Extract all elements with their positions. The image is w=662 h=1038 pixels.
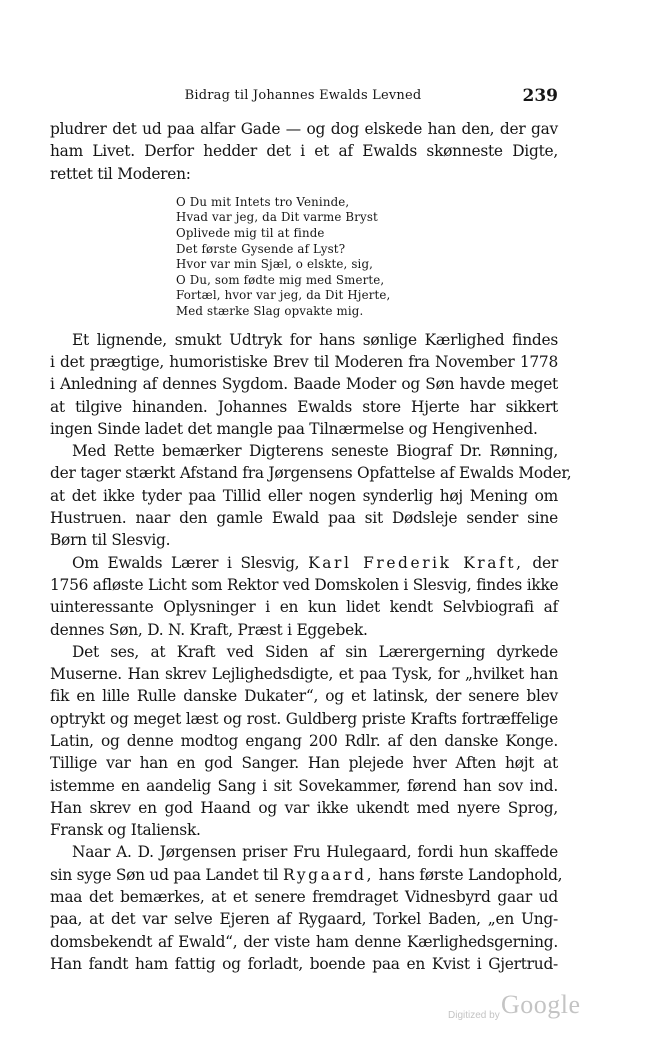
text-line: at tilgive hinanden. Johannes Ewalds store Hjerte har sikkert [50,397,558,416]
text-line: Børn til Slesvig. [50,531,171,550]
text-line: Et lignende, smukt Udtryk for hans sønlige Kærlighed findes [72,330,558,349]
text-line: fik en lille Rulle danske Dukater“, og et latinsk, der senere blev [50,687,558,706]
text-line: der tager stærkt Afstand fra Jørgensens Opfattelse af Ewalds Moder, [50,464,572,483]
poem-line: Med stærke Slag opvakte mig. [176,304,364,319]
google-logo: Google [501,990,581,1019]
text-line [50,864,563,886]
text-line: Med Rette bemærker Digterens seneste Biograf Dr. Rønning, [72,442,558,461]
person-name: Karl Frederik Kraft, [308,553,524,572]
text-line: at det ikke tyder paa Tillid eller nogen synderlig høj Mening om [50,486,558,505]
text-line: Det ses, at Kraft ved Siden af sin Lærergerning dyrkede [72,642,558,661]
text-line: i Anledning af dennes Sygdom. Baade Moder og Søn havde meget [50,375,558,394]
text-line: Naar A. D. Jørgensen priser Fru Hulegaard, fordi hun skaffede [72,843,558,862]
place-name: Rygaard, [282,865,375,884]
text-line: paa, at det var selve Ejeren af Rygaard, Torkel Baden, „en Ung- [50,910,558,929]
poem-line: Det første Gysende af Lyst? [176,241,346,256]
text-line: dennes Søn, D. N. Kraft, Præst i Eggebek. [50,620,368,639]
text-span: hans første Landophold, [378,865,563,884]
text-line: ingen Sinde ladet det mangle paa Tilnærmelse og Hengivenhed. [50,419,538,438]
running-title: Bidrag til Johannes Ewalds Levned [184,88,422,103]
paragraph-1 [50,118,558,185]
text-line: 1756 afløste Licht som Rektor ved Domskolen i Slesvig, findes ikke [50,575,559,594]
text-span: sin syge Søn ud paa Landet til [50,865,279,884]
digitized-watermark [440,990,610,1030]
text-line: Hustruen. naar den gamle Ewald paa sit Dødsleje sender sine [50,509,558,528]
poem-line: Hvor var min Sjæl, o elskte, sig, [176,257,374,272]
text-line: istemme en aandelig Sang i sit Sovekammer, førend han sov ind. [50,776,558,795]
page-number: 239 [522,86,558,106]
text-line: rettet til Moderen: [50,164,191,183]
poem [176,195,558,320]
text-line: Han fandt ham fattig og forladt, boende paa en Kvist i Gjertrud- [50,954,558,973]
poem-line: Oplivede mig til at finde [176,226,325,241]
paragraph-5 [50,641,558,842]
poem-line: O Du mit Intets tro Veninde, [176,194,350,209]
text-line: Han skrev en god Haand og var ikke ukendt med nyere Sprog, [50,798,558,817]
paragraph-3 [50,440,572,551]
text-line: uinteressante Oplysninger i en kun lidet kendt Selvbiografi af [50,598,558,617]
text-line [50,552,558,574]
digitized-by-text: Digitized by [448,1010,500,1021]
paragraph-2 [50,329,558,440]
paragraph-4 [50,552,558,641]
text-line: Fransk og Italiensk. [50,821,201,840]
text-line: Tillige var han en god Sanger. Han plejede hver Aften højt at [50,754,558,773]
poem-line: Hvad var jeg, da Dit varme Bryst [176,210,378,225]
text-line: Muserne. Han skrev Lejlighedsdigte, et paa Tysk, for „hvilket han [50,665,558,684]
text-line: Latin, og denne modtog engang 200 Rdlr. af den danske Konge. [50,731,558,750]
text-line: maa det bemærkes, at et senere fremdraget Vidnesbyrd gaar ud [50,888,558,907]
text-line: domsbekendt af Ewald“, der viste ham denne Kærlighedsgerning. [50,932,558,951]
text-span: der [532,553,558,572]
text-line: ham Livet. Derfor hedder det i et af Ewalds skønneste Digte, [50,142,558,161]
poem-line: O Du, som fødte mig med Smerte, [176,272,385,287]
running-head [48,86,558,108]
text-line: optrykt og meget læst og rost. Guldberg priste Krafts fortræffelige [50,709,558,728]
body-text [50,118,572,975]
text-line: i det prægtige, humoristiske Brev til Moderen fra November 1778 [50,352,558,371]
poem-line: Fortæl, hvor var jeg, da Dit Hjerte, [176,288,391,303]
paragraph-6 [50,841,563,975]
text-span: Om Ewalds Lærer i Slesvig, [72,553,300,572]
text-line: pludrer det ud paa alfar Gade — og dog elskede han den, der gav [50,120,558,138]
